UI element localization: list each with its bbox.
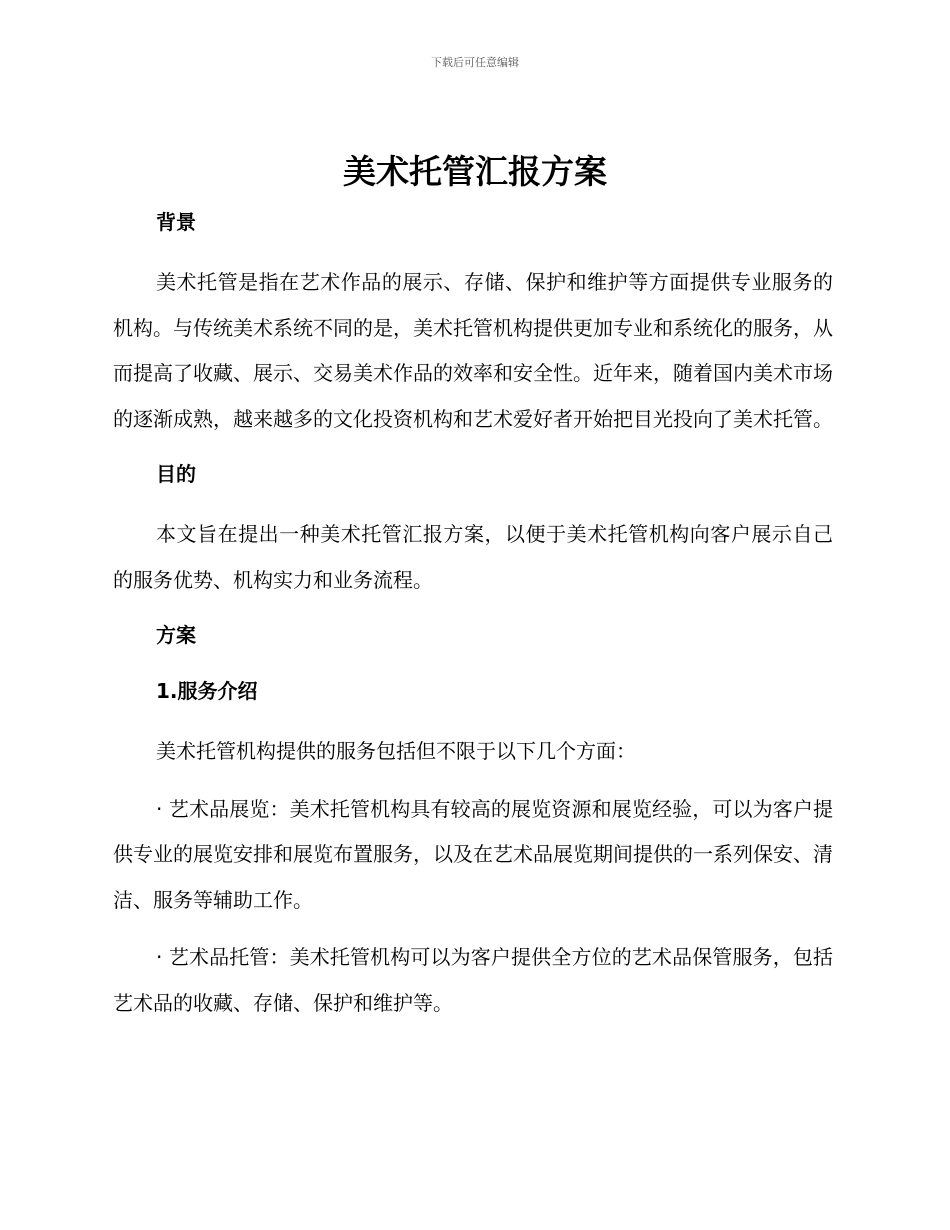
page-header-note: 下载后可任意编辑 bbox=[431, 56, 519, 69]
list-item-custody: · 艺术品托管：美术托管机构可以为客户提供全方位的艺术品保管服务，包括艺术品的收藏、存储、保护和维护等。 bbox=[113, 945, 833, 1015]
subsection-heading-service: 1.服务介绍 bbox=[156, 679, 258, 703]
section-heading-plan: 方案 bbox=[156, 623, 196, 647]
section-heading-background: 背景 bbox=[156, 210, 196, 234]
document-title: 美术托管汇报方案 bbox=[343, 152, 607, 191]
list-item-exhibition: · 艺术品展览：美术托管机构具有较高的展览资源和展览经验，可以为客户提供专业的展览安排和展览布置服务，以及在艺术品展览期间提供的一系列保安、清洁、服务等辅助工作。 bbox=[113, 796, 833, 912]
paragraph-purpose: 本文旨在提出一种美术托管汇报方案，以便于美术托管机构向客户展示自己的服务优势、机构实力和业务流程。 bbox=[113, 522, 833, 592]
section-heading-purpose: 目的 bbox=[156, 462, 196, 486]
paragraph-background: 美术托管是指在艺术作品的展示、存储、保护和维护等方面提供专业服务的机构。与传统美术系统不同的是，美术托管机构提供更加专业和系统化的服务，从而提高了收藏、展示、交易美术作品的效率和安全性。近年来，随着国内美术市场的逐渐成熟，越来越多的文化投资机构和艺术爱好者开始把目光投向了美术托管。 bbox=[113, 270, 833, 431]
document-body bbox=[113, 204, 833, 1038]
paragraph-service-intro: 美术托管机构提供的服务包括但不限于以下几个方面： bbox=[156, 739, 636, 763]
